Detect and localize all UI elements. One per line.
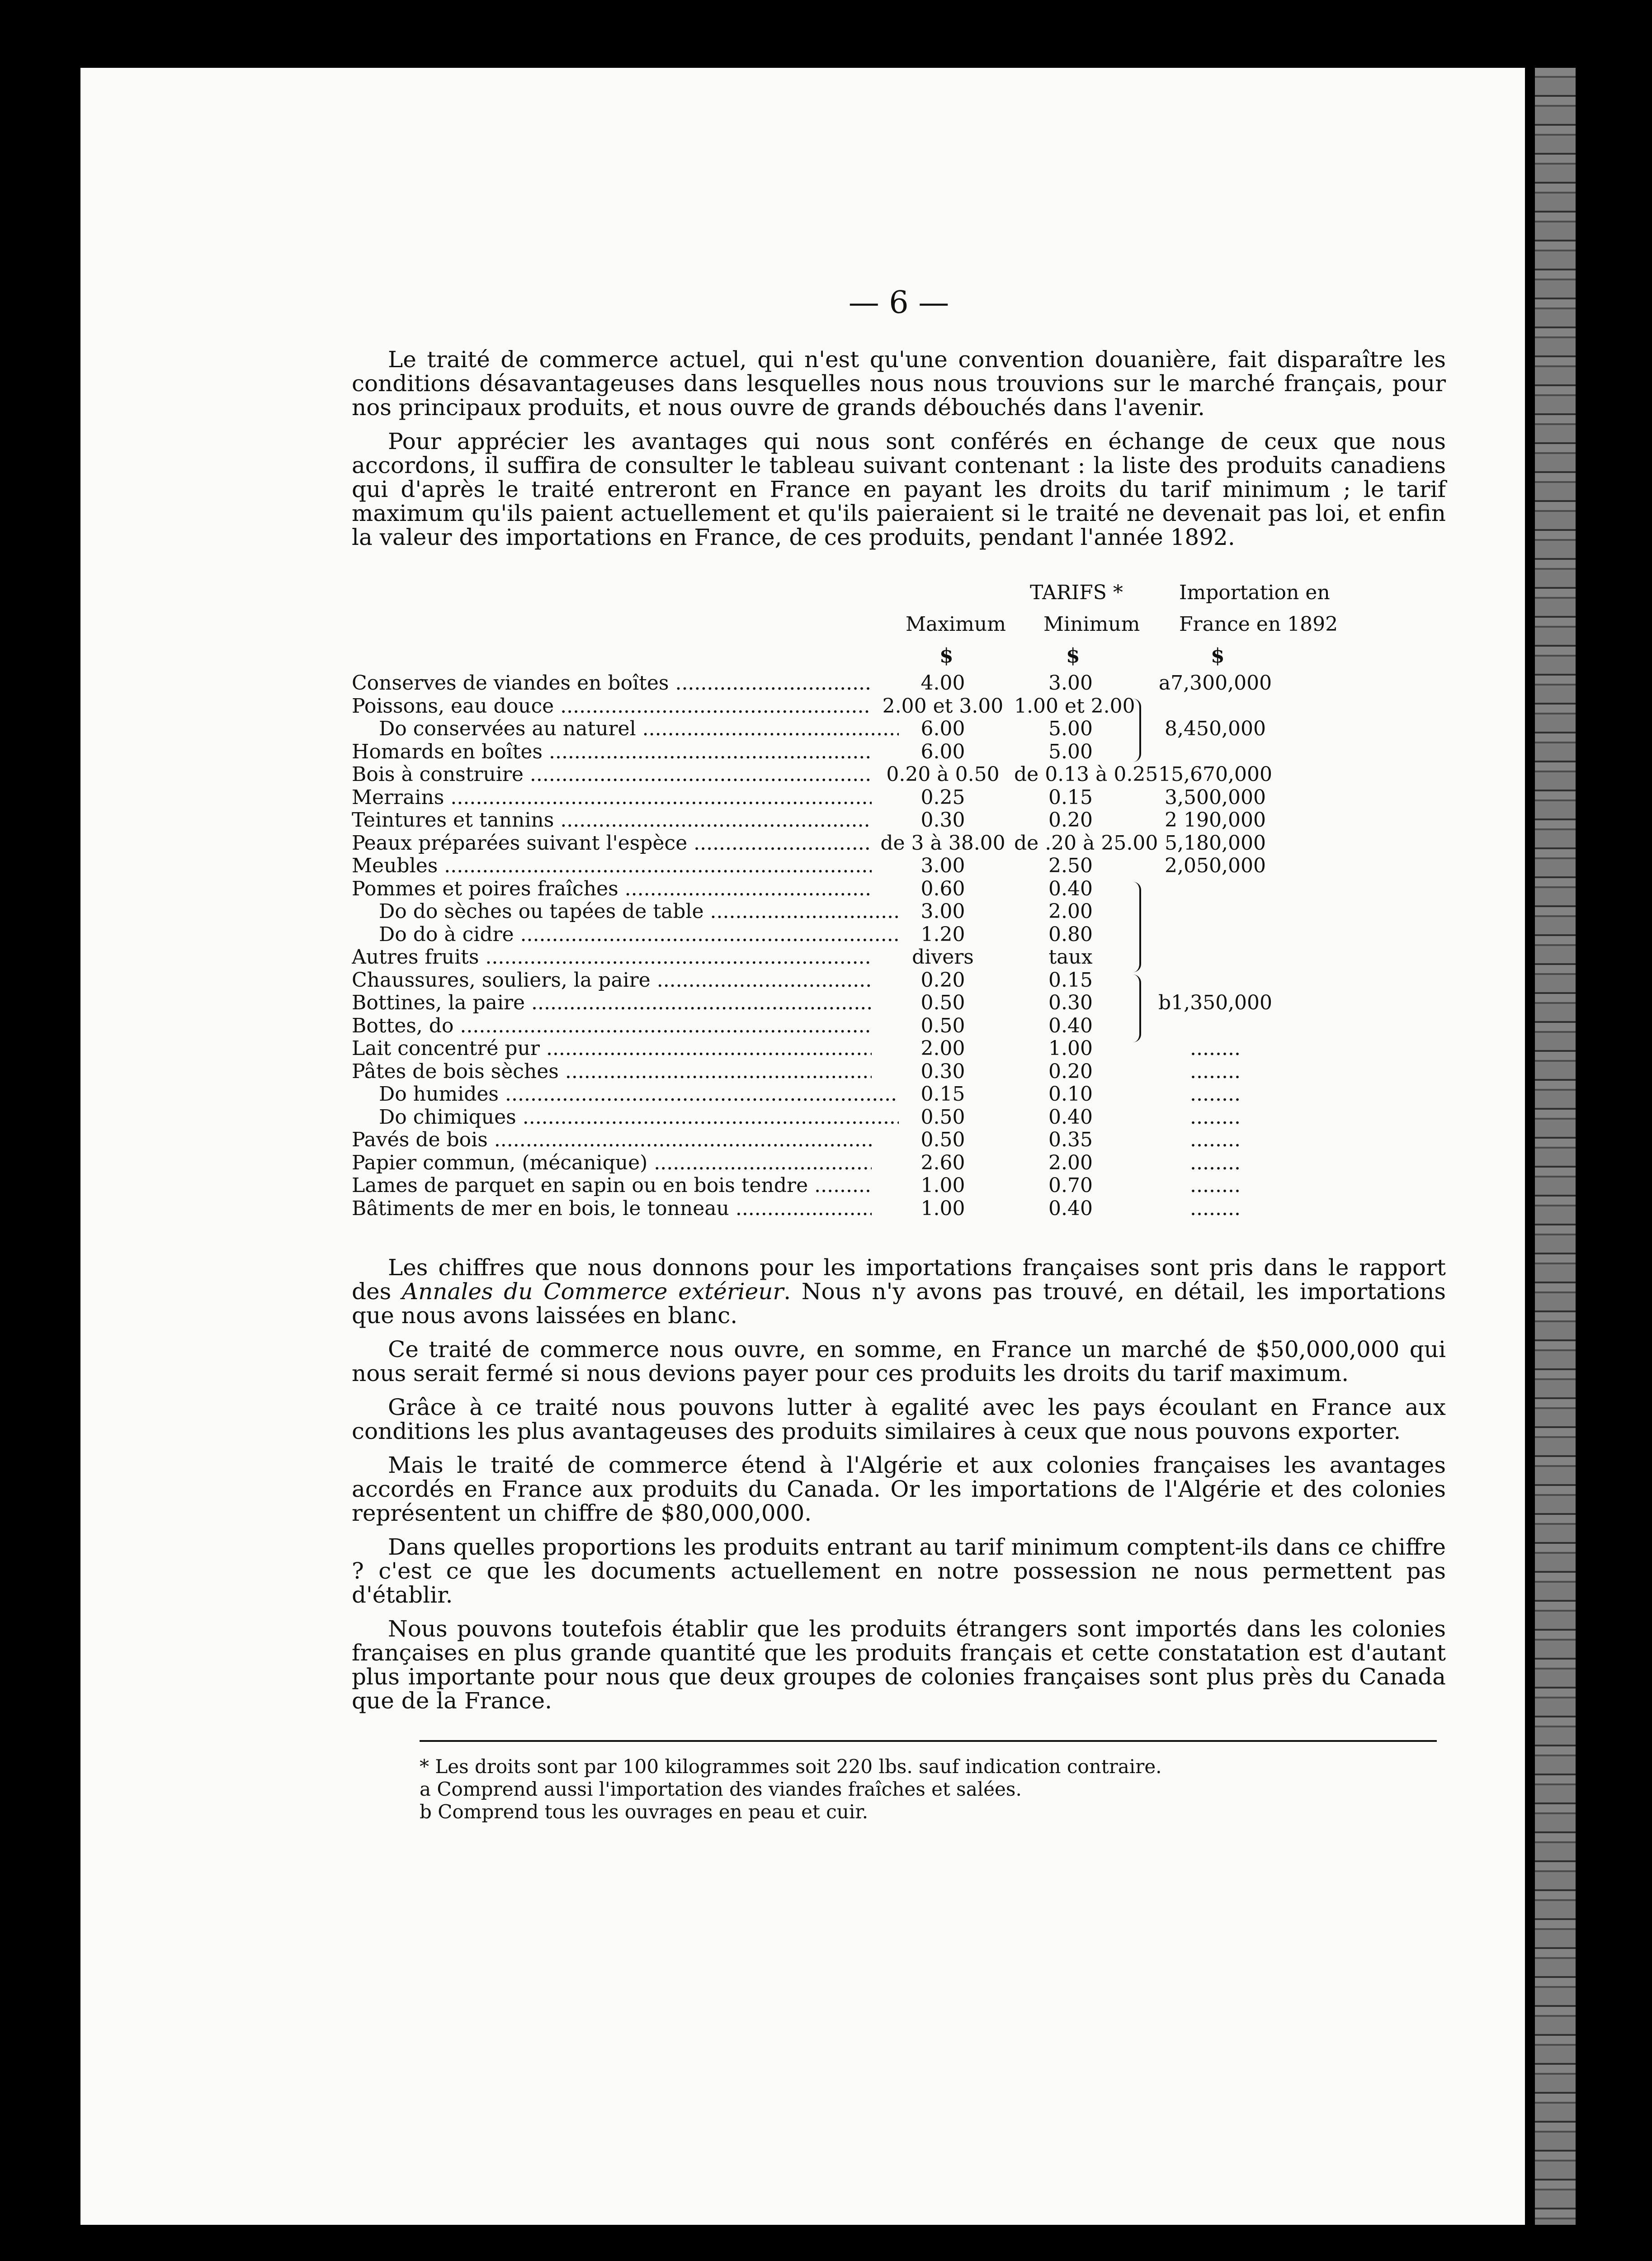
row-label: Papier commun, (mécanique) .....: [352, 1151, 872, 1174]
row-minimum: 0.40: [1048, 877, 1093, 900]
row-importation: ........: [1190, 1174, 1241, 1197]
table-row: [352, 923, 1446, 946]
row-minimum: 0.40: [1048, 1197, 1093, 1220]
row-maximum: 2.00: [920, 1037, 965, 1060]
row-label: Do do sèches ou tapées de table .....: [352, 900, 899, 923]
row-maximum: 0.50: [920, 1105, 965, 1129]
header-importation: Importation en: [1179, 581, 1330, 604]
row-maximum: 1.00: [920, 1197, 965, 1220]
table-header-row-1: [352, 581, 1446, 613]
table-row: [352, 763, 1446, 786]
row-maximum: 2.60: [920, 1151, 965, 1174]
row-minimum: 1.00 et 2.00: [1014, 694, 1135, 718]
currency-max: $: [939, 644, 953, 667]
table-row: [352, 1014, 1446, 1037]
row-importation: 2,050,000: [1165, 854, 1266, 877]
table-row: [352, 969, 1446, 992]
row-maximum: 6.00: [920, 740, 965, 763]
row-importation: 5,180,000: [1165, 831, 1266, 855]
row-label: Pâtes de bois sèches .....: [352, 1060, 872, 1083]
table-row: [352, 717, 1446, 740]
row-minimum: 5.00: [1048, 740, 1093, 763]
row-label: Do do à cidre .....: [352, 923, 899, 946]
row-minimum: 0.10: [1048, 1083, 1093, 1106]
row-importation: ........: [1190, 1151, 1241, 1174]
header-maximum: Maximum: [906, 613, 1006, 636]
row-minimum: 0.80: [1048, 922, 1093, 946]
row-maximum: 0.50: [920, 1014, 965, 1037]
row-minimum: 0.40: [1048, 1105, 1093, 1129]
row-maximum: 0.60: [920, 877, 965, 900]
row-minimum: 0.35: [1048, 1128, 1093, 1151]
row-maximum: 1.20: [920, 922, 965, 946]
row-maximum: 3.00: [920, 854, 965, 877]
row-label: Do humides .....: [352, 1083, 899, 1106]
page-content: [352, 285, 1446, 1823]
row-maximum: 0.15: [920, 1083, 965, 1106]
row-maximum: 0.25: [920, 785, 965, 809]
row-maximum: 0.20 à 0.50: [886, 763, 1000, 786]
row-importation: ........: [1190, 1060, 1241, 1083]
table-row: [352, 854, 1446, 877]
row-label: Teintures et tannins .....: [352, 809, 872, 832]
table-row: [352, 1083, 1446, 1106]
row-importation: b1,350,000: [1158, 991, 1273, 1014]
table-row: [352, 695, 1446, 718]
row-maximum: 2.00 et 3.00: [882, 694, 1004, 718]
row-minimum: 2.00: [1048, 1151, 1093, 1174]
row-maximum: 3.00: [920, 900, 965, 923]
body-paragraph-4: Dans quelles proportions les produits entrant au tarif minimum comptent-ils dans ce chiffre ? c'est ce que les documents actuellement en notre possession ne nous permettent pas d'établir.: [352, 1534, 1446, 1608]
row-importation: ........: [1190, 1083, 1241, 1106]
row-maximum: 6.00: [920, 717, 965, 740]
table-row: [352, 1151, 1446, 1174]
row-label: Bottines, la paire .....: [352, 991, 872, 1014]
row-maximum: divers: [912, 946, 974, 969]
header-tarifs: TARIFS *: [1030, 581, 1123, 604]
body-paragraph-3: Mais le traité de commerce étend à l'Algérie et aux colonies françaises les avantages accordés en France aux produits du Canada. Or les importations de l'Algérie et des colonies représentent un chiffre de $80,000,000.: [352, 1452, 1446, 1526]
row-maximum: 4.00: [920, 672, 965, 695]
table-row: [352, 1197, 1446, 1220]
header-importation-year: France en 1892: [1179, 613, 1338, 636]
row-label: Meubles .....: [352, 854, 872, 877]
row-minimum: 0.40: [1048, 1014, 1093, 1037]
row-importation: a7,300,000: [1158, 672, 1272, 695]
table-row: [352, 877, 1446, 900]
row-label: Bottes, do .....: [352, 1014, 872, 1037]
row-minimum: 1.00: [1048, 1037, 1093, 1060]
row-label: Conserves de viandes en boîtes .....: [352, 672, 872, 695]
row-maximum: 0.30: [920, 809, 965, 832]
footnote-1: * Les droits sont par 100 kilogrammes soit 220 lbs. sauf indication contraire.: [420, 1755, 1162, 1778]
table-row: [352, 946, 1446, 969]
table-row: [352, 1174, 1446, 1197]
intro-paragraph-2: Pour apprécier les avantages qui nous sont conférés en échange de ceux que nous accordons, il suffira de consulter le tableau suivant contenant : la liste des produits canadiens qui d'après le traité entreront en France en payant les droits du tarif minimum ; le tarif maximum qu'ils paient actuellement et qu'ils paieraient si le traité ne devenait pas loi, et enfin la valeur des importations en France, de ces produits, pendant l'année 1892.: [352, 428, 1446, 550]
table-row: [352, 832, 1446, 855]
header-minimum: Minimum: [1043, 613, 1140, 636]
binding-edge: [1535, 68, 1576, 2225]
body-paragraph-1: Ce traité de commerce nous ouvre, en somme, en France un marché de $50,000,000 qui nous serait fermé si nous devions payer pour ces produits les droits du tarif maximum.: [352, 1336, 1446, 1386]
row-importation: ........: [1190, 1105, 1241, 1129]
table-header-currency: [352, 644, 1446, 672]
row-minimum: 0.15: [1048, 968, 1093, 992]
table-row: [352, 1037, 1446, 1060]
row-minimum: 5.00: [1048, 717, 1093, 740]
currency-min: $: [1066, 644, 1080, 667]
row-label: Do chimiques .....: [352, 1106, 899, 1129]
row-label: Lait concentré pur .....: [352, 1037, 872, 1060]
brace-footwear: [1133, 974, 1141, 1042]
row-label: Autres fruits .....: [352, 946, 872, 969]
table-row: [352, 786, 1446, 809]
page-number: — 6 —: [848, 285, 949, 321]
row-importation: ........: [1190, 1128, 1241, 1151]
row-importation: 2 190,000: [1165, 809, 1266, 832]
table-body: [352, 672, 1446, 1220]
table-row: [352, 1060, 1446, 1083]
row-minimum: 0.20: [1048, 1060, 1093, 1083]
row-minimum: 2.50: [1048, 854, 1093, 877]
annales-text-after: . Nous n'y avons pas trouvé, en détail, les importations que nous avons laissées en blanc.: [352, 1278, 1446, 1329]
row-label: Do conservées au naturel .....: [352, 717, 899, 740]
row-maximum: 0.50: [920, 1128, 965, 1151]
row-minimum: 0.70: [1048, 1174, 1093, 1197]
body-paragraph-5: Nous pouvons toutefois établir que les produits étrangers sont importés dans les colonies françaises en plus grande quantité que les produits français et cette constatation est d'autant plus importante pour nous que deux groupes de colonies françaises sont plus près du Canada que de la France.: [352, 1616, 1446, 1714]
row-importation: 15,670,000: [1158, 763, 1272, 786]
table-row: [352, 672, 1446, 695]
footnote-3: b Comprend tous les ouvrages en peau et cuir.: [420, 1801, 868, 1823]
row-maximum: de 3 à 38.00: [880, 831, 1005, 855]
row-minimum: 0.30: [1048, 991, 1093, 1014]
annales-paragraph: [352, 1256, 1446, 1328]
row-importation: ........: [1190, 1037, 1241, 1060]
row-importation: ........: [1190, 1197, 1241, 1220]
brace-fruits: [1133, 882, 1141, 972]
intro-paragraph-1: Le traité de commerce actuel, qui n'est qu'une convention douanière, fait disparaître les conditions désavantageuses dans lesquelles nous nous trouvions sur le marché français, pour nos principaux produits, et nous ouvre de grands débouchés dans l'avenir.: [352, 346, 1446, 421]
row-minimum: 0.15: [1048, 785, 1093, 809]
row-label: Pavés de bois .....: [352, 1128, 872, 1151]
table-header-row-2: [352, 613, 1446, 644]
row-label: Bois à construire .....: [352, 763, 872, 786]
footnote-rule: [420, 1740, 1437, 1742]
row-maximum: 0.20: [920, 968, 965, 992]
table-row: [352, 1106, 1446, 1129]
table-row: [352, 740, 1446, 763]
annales-text-before: Les chiffres que nous donnons pour les importations françaises sont pris dans le rapport des: [352, 1254, 1446, 1305]
row-minimum: 0.20: [1048, 809, 1093, 832]
row-label: Pommes et poires fraîches .....: [352, 877, 872, 900]
scanned-page: [80, 68, 1525, 2225]
row-label: Merrains .....: [352, 786, 872, 809]
annales-title: Annales du Commerce extérieur: [402, 1278, 784, 1305]
table-row: [352, 900, 1446, 923]
row-minimum: 2.00: [1048, 900, 1093, 923]
row-minimum: 3.00: [1048, 672, 1093, 695]
row-label: Poissons, eau douce .....: [352, 695, 872, 718]
currency-imp: $: [1211, 644, 1225, 667]
row-importation: 8,450,000: [1165, 717, 1266, 740]
row-minimum: de .20 à 25.00: [1014, 831, 1158, 855]
brace-fish: [1133, 699, 1141, 762]
row-label: Homards en boîtes .....: [352, 740, 872, 763]
row-minimum: de 0.13 à 0.25: [1014, 763, 1158, 786]
row-maximum: 0.50: [920, 991, 965, 1014]
row-minimum: taux: [1048, 946, 1093, 969]
table-row: [352, 809, 1446, 832]
row-label: Peaux préparées suivant l'espèce .....: [352, 832, 872, 855]
row-label: Bâtiments de mer en bois, le tonneau .....: [352, 1197, 872, 1220]
body-paragraph-2: Grâce à ce traité nous pouvons lutter à egalité avec les pays écoulant en France aux conditions les plus avantageuses des produits similaires à ceux que nous pouvons exporter.: [352, 1394, 1446, 1444]
table-row: [352, 991, 1446, 1014]
row-maximum: 1.00: [920, 1174, 965, 1197]
row-label: Chaussures, souliers, la paire .....: [352, 969, 872, 992]
table-row: [352, 1128, 1446, 1151]
row-importation: 3,500,000: [1165, 785, 1266, 809]
footnote-2: a Comprend aussi l'importation des viandes fraîches et salées.: [420, 1778, 1022, 1800]
row-maximum: 0.30: [920, 1060, 965, 1083]
tariff-table: [352, 581, 1446, 1220]
row-label: Lames de parquet en sapin ou en bois tendre .....: [352, 1174, 872, 1197]
